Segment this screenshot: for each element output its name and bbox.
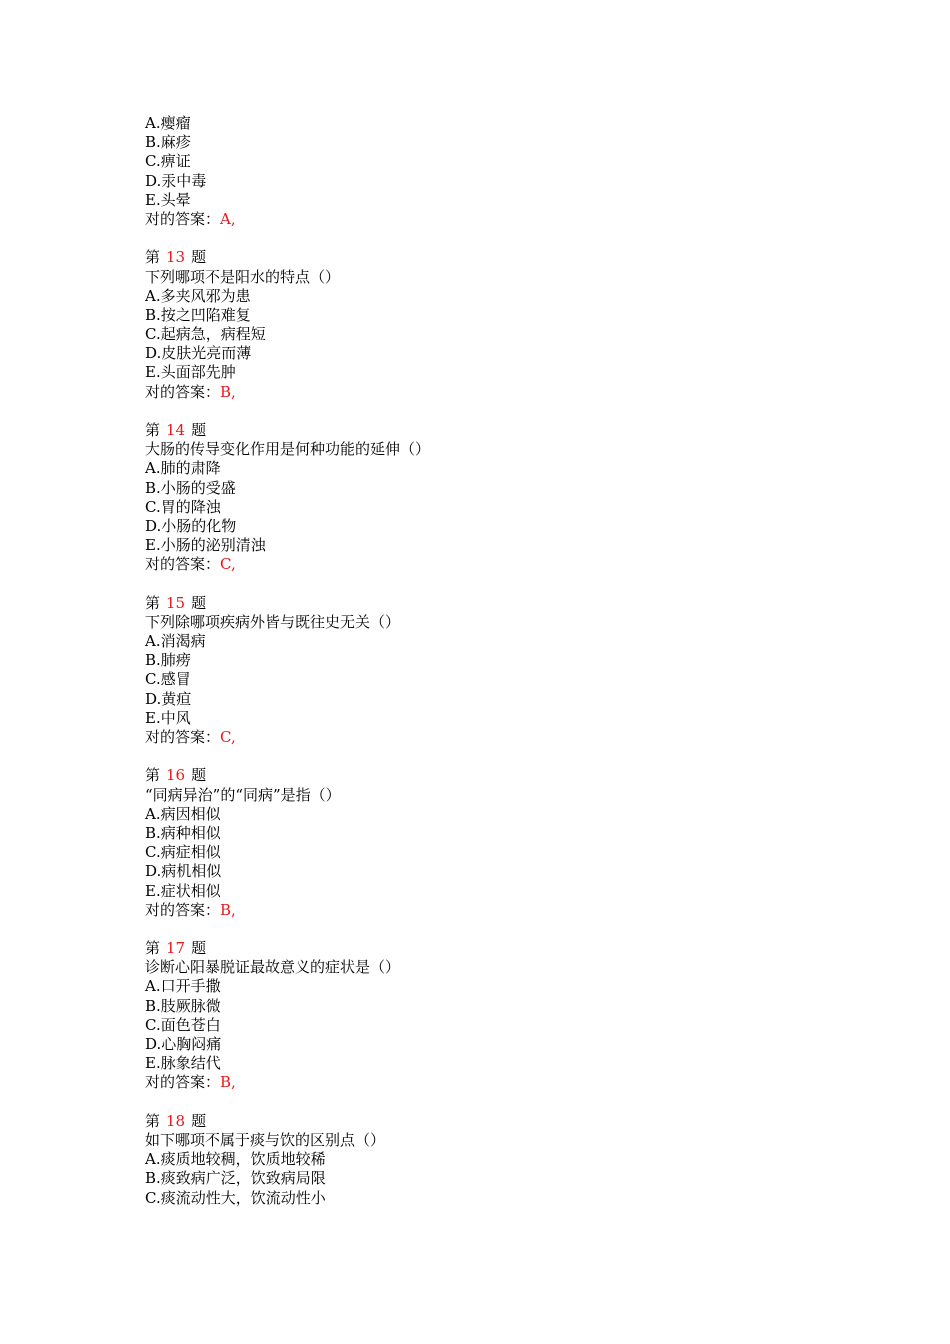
option-d: D.皮肤光亮而薄 — [145, 344, 252, 363]
option-a: A.肺的肃降 — [145, 459, 221, 478]
spacer — [145, 747, 845, 766]
answer-value: B, — [220, 900, 236, 919]
option-b: B.痰致病广泛，饮致病局限 — [145, 1169, 326, 1188]
question-stem: 下列除哪项疾病外皆与既往史无关（） — [145, 612, 401, 631]
question-header — [145, 594, 845, 613]
option-d: D.小肠的化物 — [145, 516, 237, 535]
question-prefix: 第 — [145, 593, 161, 612]
option-e: E.症状相似 — [145, 881, 221, 900]
option-e: E.头晕 — [145, 190, 191, 209]
answer-line — [145, 901, 845, 920]
option-c: C.痰流动性大，饮流动性小 — [145, 1188, 326, 1207]
question-12-continuation — [145, 114, 845, 229]
option-b: B.病种相似 — [145, 823, 221, 842]
option-a: A.消渴病 — [145, 632, 206, 651]
option-b: B.小肠的受盛 — [145, 478, 236, 497]
question-number: 14 — [166, 421, 186, 439]
spacer — [145, 920, 845, 939]
question-prefix: 第 — [145, 248, 161, 267]
question-header — [145, 939, 845, 958]
option-c: C.感冒 — [145, 670, 191, 689]
question-header — [145, 421, 845, 440]
question-prefix: 第 — [145, 766, 161, 785]
option-c: C.胃的降浊 — [145, 497, 221, 516]
spacer — [145, 575, 845, 594]
option-e: E.小肠的泌别清浊 — [145, 536, 266, 555]
spacer — [145, 229, 845, 248]
spacer — [145, 402, 845, 421]
option-a: A.瘿瘤 — [145, 114, 191, 132]
answer-line — [145, 210, 845, 229]
question-stem: 诊断心阳暴脱证最故意义的症状是（） — [145, 958, 401, 977]
option-a: A.痰质地较稠，饮质地较稀 — [145, 1150, 326, 1169]
option-b: B.麻疹 — [145, 133, 191, 152]
option-b: B.肺痨 — [145, 651, 191, 670]
answer-line — [145, 383, 845, 402]
option-a: A.多夹风邪为患 — [145, 286, 251, 305]
option-b: B.肢厥脉微 — [145, 996, 221, 1015]
question-16 — [145, 766, 845, 920]
question-number: 16 — [166, 766, 186, 785]
answer-value: B, — [220, 382, 236, 401]
question-prefix: 第 — [145, 939, 161, 958]
document-page — [145, 114, 845, 1208]
option-c: C.痹证 — [145, 152, 191, 171]
option-d: D.病机相似 — [145, 862, 222, 881]
question-13 — [145, 248, 845, 402]
option-e: E.头面部先肿 — [145, 363, 236, 382]
option-d: D.黄疸 — [145, 689, 192, 708]
answer-label: 对的答案： — [145, 1073, 221, 1092]
question-number: 17 — [166, 939, 186, 958]
option-c: C.起病急，病程短 — [145, 325, 266, 344]
answer-value: B, — [220, 1073, 236, 1092]
question-14 — [145, 421, 845, 575]
question-suffix: 题 — [191, 248, 207, 267]
question-suffix: 题 — [191, 593, 207, 612]
answer-label: 对的答案： — [145, 555, 221, 574]
option-b: B.按之凹陷难复 — [145, 305, 251, 324]
option-d: D.心胸闷痛 — [145, 1035, 222, 1053]
question-suffix: 题 — [191, 766, 207, 785]
option-d: D.汞中毒 — [145, 171, 207, 190]
question-prefix: 第 — [145, 1111, 161, 1130]
option-e: E.脉象结代 — [145, 1054, 221, 1073]
answer-line — [145, 1073, 845, 1092]
question-17 — [145, 939, 845, 1093]
question-stem: 大肠的传导变化作用是何种功能的延伸（） — [145, 440, 431, 459]
question-stem: “同病异治”的“同病”是指（） — [145, 785, 341, 804]
option-a: A.病因相似 — [145, 804, 221, 823]
option-c: C.病症相似 — [145, 843, 221, 862]
question-stem: 下列哪项不是阳水的特点（） — [145, 267, 341, 286]
option-e: E.中风 — [145, 708, 191, 727]
question-number: 15 — [166, 593, 186, 612]
question-header — [145, 1112, 845, 1131]
answer-line — [145, 555, 845, 574]
question-suffix: 题 — [191, 1111, 207, 1130]
question-header — [145, 766, 845, 785]
answer-value: C, — [220, 728, 236, 746]
answer-label: 对的答案： — [145, 209, 221, 228]
answer-value: A, — [220, 209, 236, 228]
question-prefix: 第 — [145, 421, 161, 439]
question-15 — [145, 594, 845, 748]
question-18 — [145, 1112, 845, 1208]
question-stem: 如下哪项不属于痰与饮的区别点（） — [145, 1130, 386, 1149]
answer-label: 对的答案： — [145, 382, 221, 401]
answer-label: 对的答案： — [145, 728, 221, 746]
question-suffix: 题 — [191, 421, 207, 439]
answer-value: C, — [220, 555, 236, 574]
answer-line — [145, 728, 845, 747]
question-number: 18 — [166, 1111, 186, 1130]
answer-label: 对的答案： — [145, 900, 221, 919]
option-c: C.面色苍白 — [145, 1015, 221, 1034]
question-number: 13 — [166, 248, 186, 267]
spacer — [145, 1093, 845, 1112]
option-a: A.口开手撒 — [145, 977, 221, 996]
question-header — [145, 248, 845, 267]
question-suffix: 题 — [191, 939, 207, 958]
